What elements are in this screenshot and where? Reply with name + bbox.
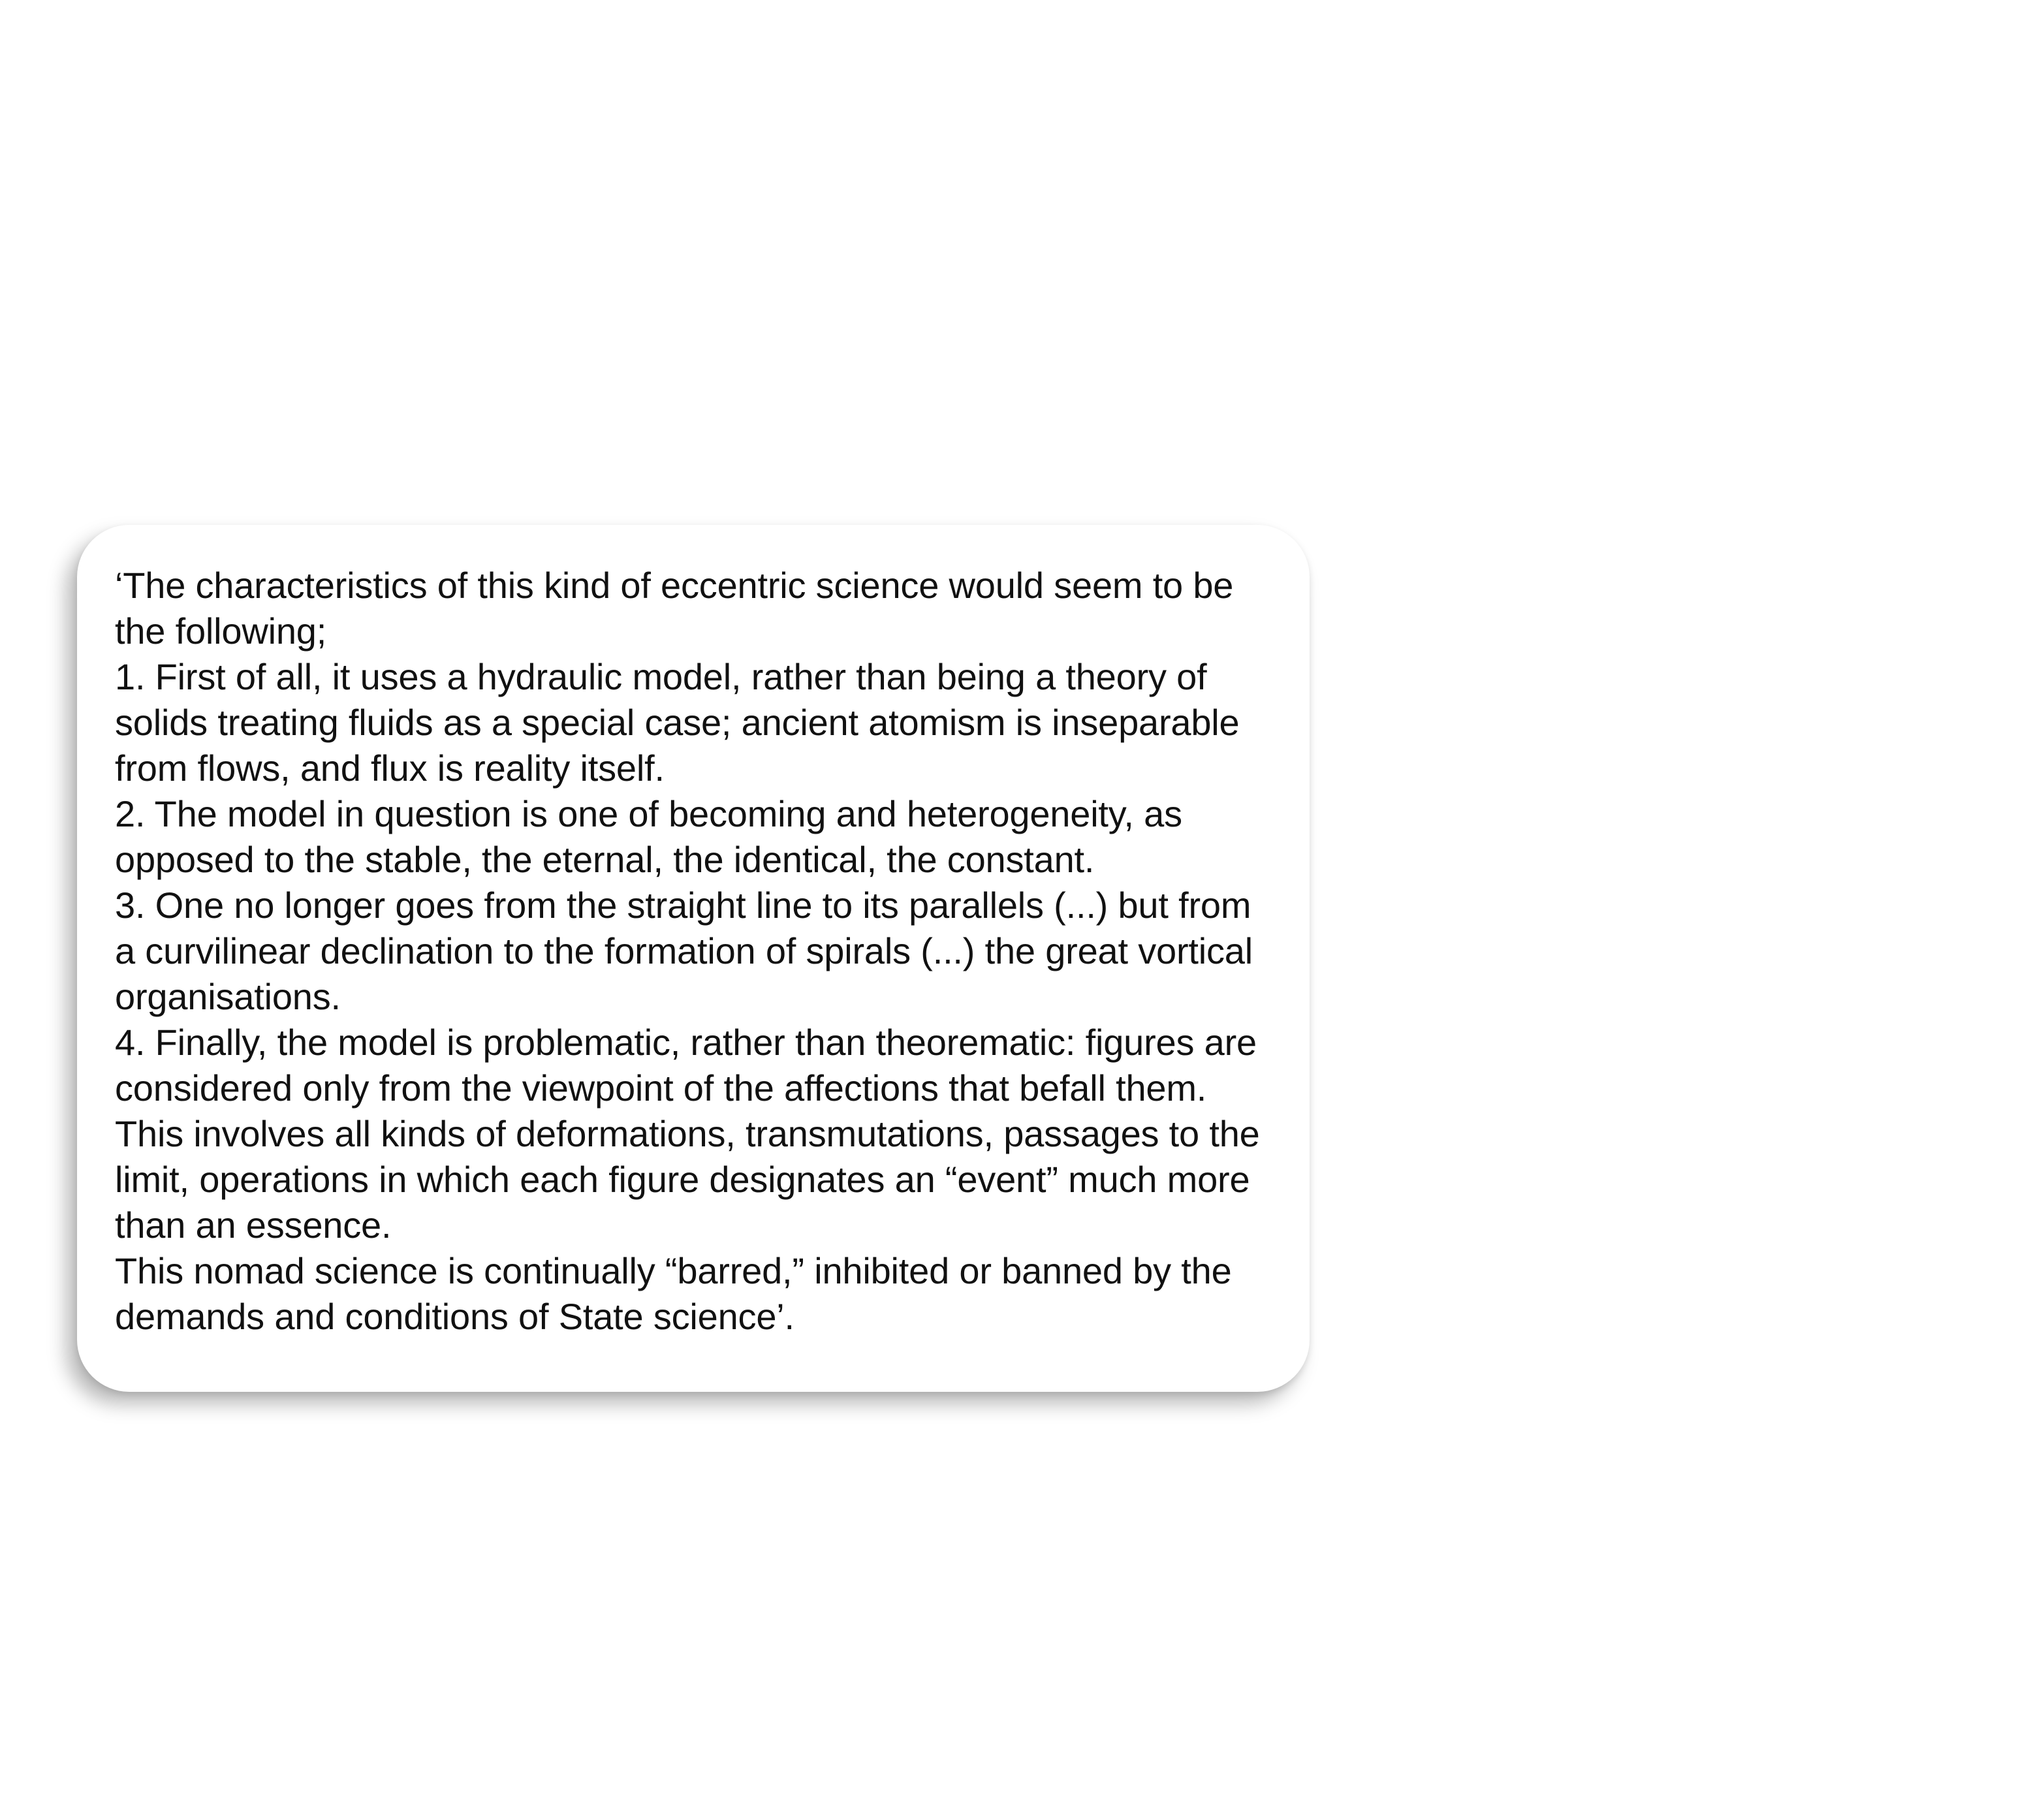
quote-point-2: 2. The model in question is one of becoming and heterogeneity, as opposed to the stable, the eternal, the identical, the constant. — [115, 793, 1182, 880]
quote-point-4: 4. Finally, the model is problematic, rather than theorematic: figures are considered only from the viewpoint of the affections that befall them. This involves all kinds of deformations, transmutations, passages to the limit, operations in which each figure designates an “event” much more than an essence. — [115, 1022, 1260, 1246]
quote-text — [115, 563, 1270, 1340]
quote-conclusion: This nomad science is continually “barred,” inhibited or banned by the demands and conditions of State science’. — [115, 1250, 1232, 1337]
quote-intro: ‘The characteristics of this kind of eccentric science would seem to be the following; — [115, 565, 1234, 652]
quote-card — [77, 525, 1310, 1392]
quote-point-1: 1. First of all, it uses a hydraulic model, rather than being a theory of solids treating fluids as a special case; ancient atomism is inseparable from flows, and flux is reality itself. — [115, 656, 1240, 789]
quote-point-3: 3. One no longer goes from the straight line to its parallels (...) but from a curvilinear declination to the formation of spirals (...) the great vortical organisations. — [115, 885, 1253, 1017]
